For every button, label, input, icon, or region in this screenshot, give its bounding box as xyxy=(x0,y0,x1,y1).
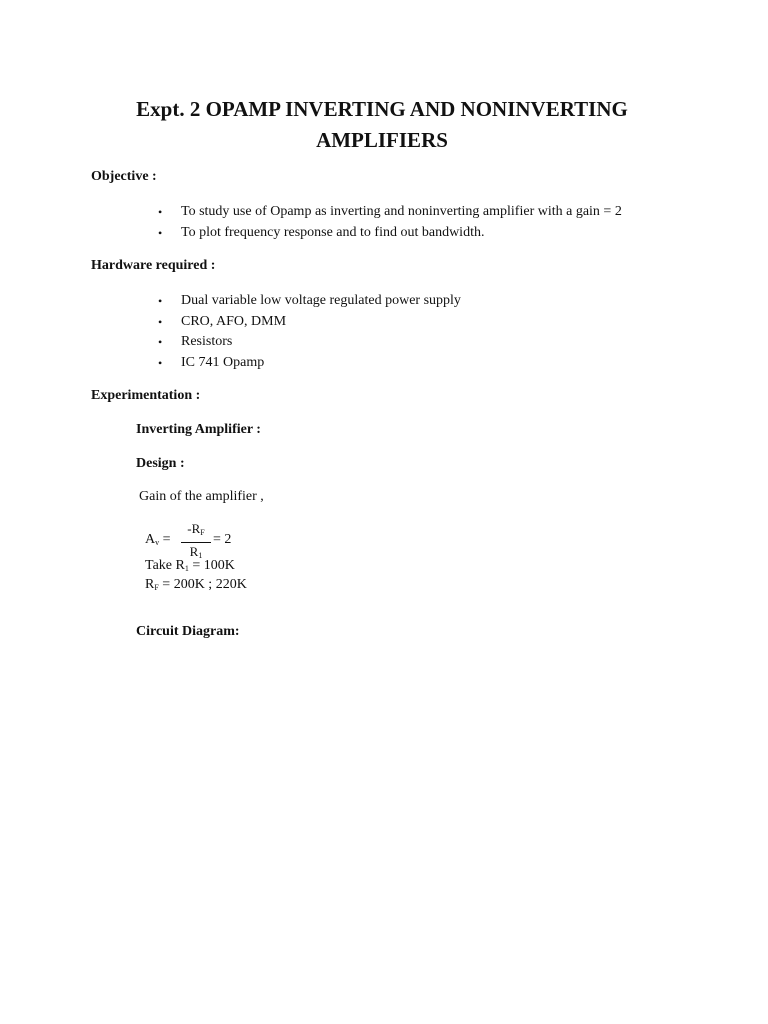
formula-numerator: $-R_F$ xyxy=(187,521,205,537)
bullet-icon: • xyxy=(158,314,163,329)
formula-lhs: $A_v$ = xyxy=(145,532,171,547)
bullet-icon: • xyxy=(158,335,163,349)
list-item-text: IC 741 Opamp xyxy=(181,354,265,370)
title-line-2: AMPLIFIERS xyxy=(316,128,448,152)
list-item-text: Resistors xyxy=(181,334,233,349)
formula-denominator: $R_1$ xyxy=(189,544,203,560)
page-title xyxy=(90,94,674,156)
list-item xyxy=(155,291,461,312)
list-item xyxy=(155,353,461,374)
rf-text: $R_F = 200K$ ; 220K xyxy=(145,577,247,592)
experimentation-heading: Experimentation : xyxy=(91,388,201,403)
bullet-icon: • xyxy=(158,294,163,308)
fraction-bar xyxy=(181,542,211,543)
design-heading: Design : xyxy=(136,456,185,471)
bullet-icon: • xyxy=(158,205,163,219)
list-item xyxy=(155,312,461,333)
list-item xyxy=(155,202,622,223)
hardware-heading: Hardware required : xyxy=(91,258,216,273)
objective-heading: Objective : xyxy=(91,169,157,184)
list-item-text: To plot frequency response and to find out bandwidth. xyxy=(181,224,485,240)
list-item xyxy=(155,223,622,244)
bullet-icon: • xyxy=(158,225,163,240)
gain-text: Gain of the amplifier , xyxy=(139,489,264,504)
formula-rhs: = 2 xyxy=(213,532,232,547)
objective-list xyxy=(155,202,622,243)
list-item-text: CRO, AFO, DMM xyxy=(181,313,287,329)
list-item-text: To study use of Opamp as inverting and noninverting amplifier with a gain = 2 xyxy=(181,204,622,219)
bullet-icon: • xyxy=(158,355,163,370)
list-item-text: Dual variable low voltage regulated power supply xyxy=(181,293,461,308)
list-item xyxy=(155,332,461,353)
take-r1-text: Take $R_1 = 100K$ xyxy=(145,558,235,573)
inverting-amplifier-heading: Inverting Amplifier : xyxy=(136,422,261,437)
title-line-1: Expt. 2 OPAMP INVERTING AND NONINVERTING xyxy=(136,97,628,121)
hardware-list xyxy=(155,291,461,373)
circuit-diagram-heading: Circuit Diagram: xyxy=(136,624,240,639)
